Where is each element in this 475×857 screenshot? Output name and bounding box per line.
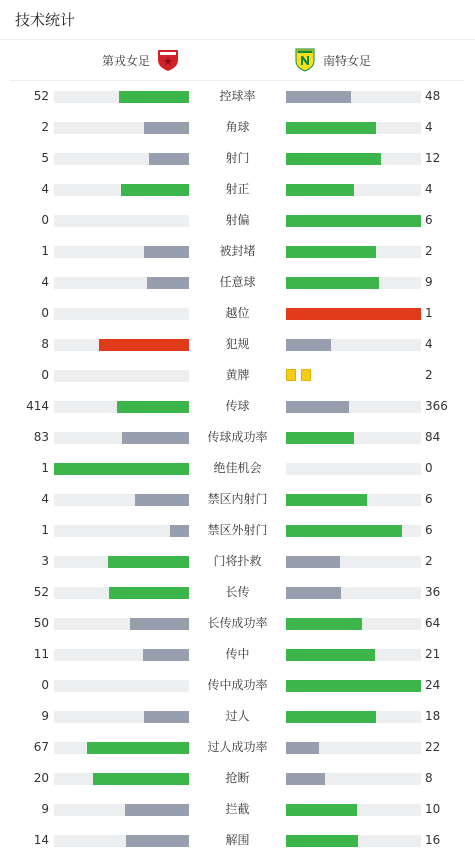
home-bar-fill [93, 773, 189, 785]
away-value: 10 [425, 802, 441, 816]
away-bar-fill [286, 525, 402, 537]
away-bar-track [286, 742, 421, 754]
away-value: 64 [425, 616, 441, 630]
stat-label: 射门 [225, 151, 250, 165]
home-value: 2 [41, 120, 49, 134]
away-bar-fill [286, 401, 349, 413]
away-bar-fill [286, 587, 341, 599]
home-bar-fill [54, 463, 189, 475]
away-bar-track [286, 556, 421, 568]
stat-label: 过人成功率 [207, 740, 268, 754]
stat-row [0, 360, 475, 391]
away-value: 2 [425, 368, 433, 382]
away-value: 6 [425, 523, 433, 537]
home-bar-track [54, 556, 189, 568]
home-bar-fill [119, 91, 189, 103]
stat-label: 绝佳机会 [213, 461, 262, 475]
home-bar-track [54, 587, 189, 599]
away-bar-track [286, 153, 421, 165]
stat-row [0, 81, 475, 112]
away-value: 22 [425, 740, 441, 754]
home-bar-track [54, 525, 189, 537]
stat-label: 禁区外射门 [207, 523, 268, 537]
stat-row [0, 143, 475, 174]
home-bar-track [54, 277, 189, 289]
away-bar-track [286, 91, 421, 103]
home-bar-fill [149, 153, 189, 165]
stat-row [0, 515, 475, 546]
away-value: 6 [425, 213, 433, 227]
yellow-card-icon [301, 369, 311, 381]
stat-label: 被封堵 [219, 244, 256, 258]
home-bar-track [54, 711, 189, 723]
stat-label: 黄牌 [225, 368, 250, 382]
home-bar-fill [125, 804, 189, 816]
away-value: 12 [425, 151, 441, 165]
stat-row [0, 329, 475, 360]
home-value: 0 [41, 213, 49, 227]
away-bar-fill [286, 184, 354, 196]
home-bar-fill [108, 556, 189, 568]
home-bar-track [54, 804, 189, 816]
away-value: 6 [425, 492, 433, 506]
stat-row [0, 298, 475, 329]
stat-row [0, 670, 475, 701]
away-bar-fill [286, 618, 362, 630]
home-bar-fill [109, 587, 189, 599]
dijon-crest-icon [156, 48, 180, 72]
home-bar-fill [135, 494, 189, 506]
home-bar-track [54, 773, 189, 785]
stat-row [0, 825, 475, 856]
home-bar-track [54, 680, 189, 692]
away-bar-track [286, 339, 421, 351]
home-value: 4 [41, 275, 49, 289]
home-bar-track [54, 463, 189, 475]
away-bar-track [286, 463, 421, 475]
stat-label: 过人 [225, 709, 250, 723]
stat-row [0, 422, 475, 453]
header [0, 0, 475, 40]
away-bar-fill [286, 246, 376, 258]
home-value: 52 [33, 89, 49, 103]
home-bar-fill [122, 432, 189, 444]
away-bar-fill [286, 153, 381, 165]
stat-label: 解围 [225, 833, 250, 847]
away-value: 36 [425, 585, 441, 599]
away-bar-fill [286, 91, 351, 103]
away-bar-track [286, 525, 421, 537]
away-bar-fill [286, 277, 379, 289]
away-bar-fill [286, 835, 358, 847]
home-value: 4 [41, 492, 49, 506]
stat-row [0, 205, 475, 236]
away-bar-track [286, 773, 421, 785]
stat-label: 传球成功率 [207, 430, 268, 444]
stat-row [0, 577, 475, 608]
home-bar-fill [126, 835, 189, 847]
home-value: 0 [41, 678, 49, 692]
away-value: 8 [425, 771, 433, 785]
home-bar-track [54, 370, 189, 382]
home-value: 0 [41, 368, 49, 382]
away-bar-track [286, 618, 421, 630]
stat-label: 角球 [225, 120, 250, 134]
home-value: 1 [41, 244, 49, 258]
home-bar-track [54, 153, 189, 165]
stat-label: 射偏 [225, 213, 250, 227]
away-bar-track [286, 494, 421, 506]
stat-row [0, 391, 475, 422]
away-bar-track [286, 277, 421, 289]
stat-label: 长传成功率 [207, 616, 268, 630]
stat-row [0, 236, 475, 267]
stat-label: 抢断 [225, 771, 250, 785]
away-bar-fill [286, 711, 376, 723]
home-bar-track [54, 339, 189, 351]
stat-label: 任意球 [219, 275, 256, 289]
home-bar-fill [143, 649, 189, 661]
away-bar-track [286, 401, 421, 413]
away-value: 0 [425, 461, 433, 475]
away-bar-track [286, 246, 421, 258]
away-value: 9 [425, 275, 433, 289]
away-bar-track [286, 432, 421, 444]
away-value: 4 [425, 120, 433, 134]
home-bar-track [54, 649, 189, 661]
home-bar-track [54, 618, 189, 630]
nantes-crest-icon [293, 48, 317, 72]
home-bar-fill [144, 711, 189, 723]
away-team[interactable] [293, 40, 371, 80]
home-bar-track [54, 91, 189, 103]
home-value: 1 [41, 461, 49, 475]
away-bar-fill [286, 308, 421, 320]
home-bar-track [54, 401, 189, 413]
stat-label: 长传 [225, 585, 250, 599]
away-bar-fill [286, 773, 325, 785]
away-bar-track [286, 835, 421, 847]
away-bar-fill [286, 742, 319, 754]
stat-row [0, 763, 475, 794]
stat-row [0, 608, 475, 639]
home-bar-track [54, 494, 189, 506]
stat-row [0, 546, 475, 577]
away-bar-track [286, 122, 421, 134]
away-value: 48 [425, 89, 441, 103]
stat-row [0, 174, 475, 205]
away-bar-track [286, 649, 421, 661]
away-value: 2 [425, 554, 433, 568]
away-value: 84 [425, 430, 441, 444]
away-value: 4 [425, 182, 433, 196]
home-bar-fill [87, 742, 189, 754]
home-bar-fill [144, 246, 189, 258]
stat-row [0, 794, 475, 825]
home-value: 9 [41, 709, 49, 723]
home-value: 9 [41, 802, 49, 816]
home-bar-track [54, 742, 189, 754]
away-bar-fill [286, 649, 375, 661]
home-bar-fill [117, 401, 189, 413]
home-bar-fill [170, 525, 189, 537]
away-value: 16 [425, 833, 441, 847]
away-value: 1 [425, 306, 433, 320]
home-bar-fill [99, 339, 189, 351]
teams-row [10, 40, 465, 81]
away-bar-track [286, 587, 421, 599]
home-value: 5 [41, 151, 49, 165]
home-value: 52 [33, 585, 49, 599]
away-bar-fill [286, 494, 367, 506]
stat-label: 控球率 [219, 89, 256, 103]
away-bar-fill [286, 680, 421, 692]
stat-label: 拦截 [225, 802, 250, 816]
home-team-name: 第戎女足 [101, 53, 150, 68]
away-bar-track [286, 680, 421, 692]
home-bar-fill [144, 122, 189, 134]
home-value: 3 [41, 554, 49, 568]
stat-row [0, 267, 475, 298]
stat-row [0, 453, 475, 484]
home-value: 83 [33, 430, 49, 444]
home-bar-track [54, 432, 189, 444]
away-bar-fill [286, 122, 376, 134]
stat-label: 犯规 [225, 337, 250, 351]
home-value: 0 [41, 306, 49, 320]
away-bar-fill [286, 432, 354, 444]
home-bar-track [54, 835, 189, 847]
away-value: 4 [425, 337, 433, 351]
home-team[interactable] [102, 40, 180, 80]
away-bar-fill [286, 215, 421, 227]
home-value: 414 [26, 399, 49, 413]
stat-label: 门将扑救 [213, 554, 262, 568]
home-value: 67 [33, 740, 49, 754]
home-bar-track [54, 215, 189, 227]
stat-row [0, 732, 475, 763]
home-value: 20 [33, 771, 49, 785]
away-value: 24 [425, 678, 441, 692]
home-bar-fill [121, 184, 189, 196]
home-value: 8 [41, 337, 49, 351]
away-bar-track [286, 804, 421, 816]
home-bar-track [54, 122, 189, 134]
stat-row [0, 112, 475, 143]
stat-label: 越位 [225, 306, 250, 320]
stat-label: 禁区内射门 [207, 492, 268, 506]
home-value: 50 [33, 616, 49, 630]
home-bar-fill [147, 277, 189, 289]
home-value: 4 [41, 182, 49, 196]
stat-row [0, 639, 475, 670]
away-bar-track [286, 308, 421, 320]
yellow-card-icon [286, 369, 296, 381]
away-value: 2 [425, 244, 433, 258]
stat-label: 传中成功率 [207, 678, 268, 692]
away-bar-fill [286, 804, 357, 816]
away-value: 21 [425, 647, 441, 661]
home-value: 14 [33, 833, 49, 847]
page-title: 技术统计 [15, 11, 76, 29]
away-bar-fill [286, 339, 331, 351]
home-bar-track [54, 308, 189, 320]
stat-label: 射正 [225, 182, 250, 196]
stat-label: 传球 [225, 399, 250, 413]
away-bar-fill [286, 556, 340, 568]
home-bar-track [54, 246, 189, 258]
stat-label: 传中 [225, 647, 250, 661]
away-bar-track [286, 711, 421, 723]
away-team-name: 南特女足 [323, 53, 372, 68]
home-value: 11 [33, 647, 49, 661]
stat-row [0, 701, 475, 732]
away-value: 18 [425, 709, 441, 723]
stat-row [0, 484, 475, 515]
home-bar-track [54, 184, 189, 196]
away-value: 366 [425, 399, 448, 413]
home-bar-fill [130, 618, 189, 630]
home-value: 1 [41, 523, 49, 537]
away-bar-track [286, 184, 421, 196]
away-bar-track [286, 215, 421, 227]
